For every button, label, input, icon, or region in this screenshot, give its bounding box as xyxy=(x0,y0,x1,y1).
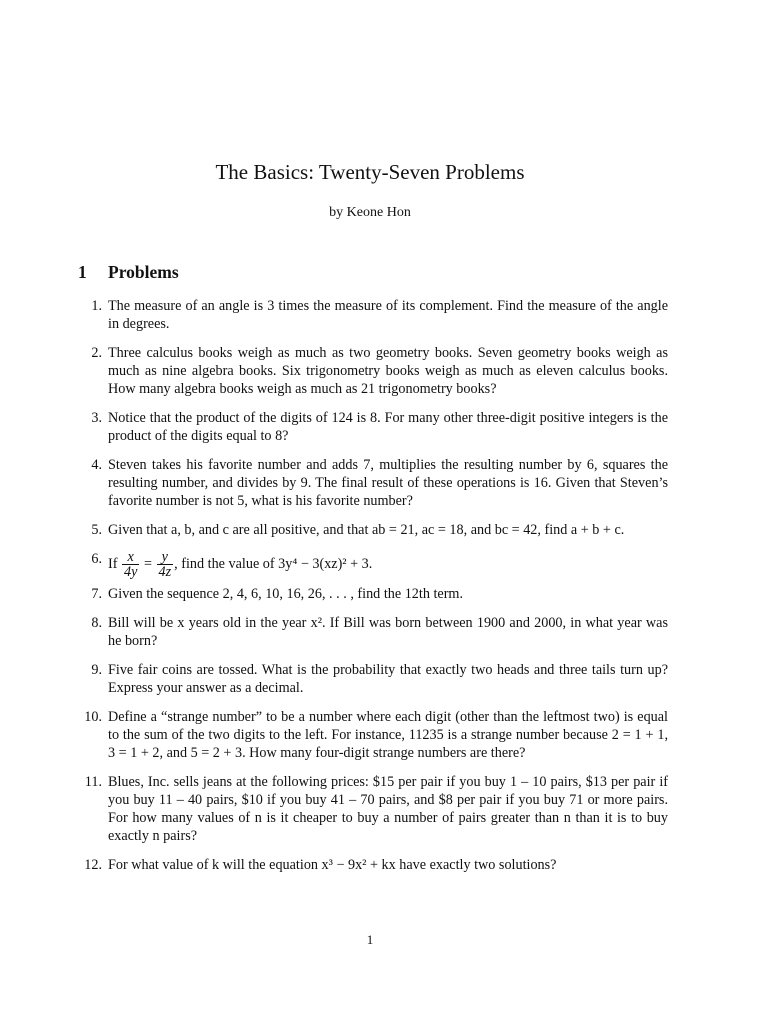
problem-item xyxy=(76,708,668,762)
problem-number: 12. xyxy=(84,857,102,873)
problem-item xyxy=(76,856,668,874)
problem-text: Five fair coins are tossed. What is the probability that exactly two heads and three tails turn up? Express your answer as a decimal. xyxy=(108,662,668,696)
problem-number: 9. xyxy=(91,662,102,678)
problem-item xyxy=(76,456,668,510)
problem-text: For what value of k will the equation x³ − 9x² + kx have exactly two solutions? xyxy=(108,857,557,873)
problem-number: 10. xyxy=(84,709,102,725)
problem-text: Given that a, b, and c are all positive, and that ab = 21, ac = 18, and bc = 42, find a + b + c. xyxy=(108,522,625,538)
fraction-denominator: 4z xyxy=(158,564,172,580)
problem-item xyxy=(76,409,668,445)
fraction-x-over-4y xyxy=(122,550,139,579)
problem-number: 6. xyxy=(91,551,102,567)
problem-text: Define a “strange number” to be a number where each digit (other than the leftmost two) is equal to the sum of the two digits to the left. For instance, 11235 is a strange number because 2 = 1 + 1, 3 = 1 + 2, and 5 = 2 + 3. How many four-digit strange numbers are there? xyxy=(108,709,668,761)
problem-list xyxy=(76,297,668,885)
problem-number: 7. xyxy=(91,586,102,602)
problem-text: Steven takes his favorite number and adds 7, multiplies the resulting number by 6, squares the resulting number, and divides by 9. The final result of these operations is 16. Given that Steven’s favorite number is not 5, what is his favorite number? xyxy=(108,457,668,509)
fraction-y-over-4z xyxy=(157,550,174,579)
equals-sign: = xyxy=(143,555,152,572)
document-author: by Keone Hon xyxy=(329,205,411,220)
problem-number: 2. xyxy=(91,345,102,361)
problem-item xyxy=(76,344,668,398)
section-number: 1 xyxy=(78,262,87,282)
problem-item xyxy=(76,661,668,697)
problem-number: 8. xyxy=(91,615,102,631)
problem-number: 11. xyxy=(84,774,102,790)
problem-number: 4. xyxy=(91,457,102,473)
fraction-denominator: 4y xyxy=(124,564,138,580)
problem-number: 1. xyxy=(91,298,102,314)
section-heading xyxy=(78,262,179,283)
problem-item xyxy=(76,550,668,579)
problem-text: Given the sequence 2, 4, 6, 10, 16, 26, . . . , find the 12th term. xyxy=(108,586,464,602)
problem-item xyxy=(76,521,668,539)
problem-item xyxy=(76,585,668,603)
problem-text: Bill will be x years old in the year x². If Bill was born between 1900 and 2000, in what year was he born? xyxy=(108,615,668,649)
fraction-numerator: x xyxy=(122,550,139,565)
problem-text: Blues, Inc. sells jeans at the following prices: $15 per pair if you buy 1 – 10 pairs, $13 per pair if you buy 11 – 40 pairs, $10 if you buy 41 – 70 pairs, and $8 per pair if you buy 71 or more pairs. For how many values of n is it cheaper to buy a number of pairs greater than n than it is to buy exactly n pairs? xyxy=(108,774,668,844)
problem-item xyxy=(76,614,668,650)
problem-text-pre: If xyxy=(108,555,118,572)
problem-text: The measure of an angle is 3 times the measure of its complement. Find the measure of the angle in degrees. xyxy=(108,298,668,332)
problem-text-post: , find the value of 3y⁴ − 3(xz)² + 3. xyxy=(174,555,373,572)
fraction-numerator: y xyxy=(157,550,174,565)
problem-number: 3. xyxy=(91,410,102,426)
section-title: Problems xyxy=(108,262,179,282)
problem-item xyxy=(76,297,668,333)
document-title: The Basics: Twenty-Seven Problems xyxy=(215,160,525,184)
problem-number: 5. xyxy=(91,522,102,538)
problem-text: Notice that the product of the digits of 124 is 8. For many other three-digit positive integers is the product of the digits equal to 8? xyxy=(108,410,668,444)
page-number: 1 xyxy=(366,932,374,947)
problem-item xyxy=(76,773,668,845)
problem-text: Three calculus books weigh as much as two geometry books. Seven geometry books weigh as much as nine algebra books. Six trigonometry books weigh as much as eleven calculus books. How many algebra books weigh as much as 21 trigonometry books? xyxy=(108,345,668,397)
